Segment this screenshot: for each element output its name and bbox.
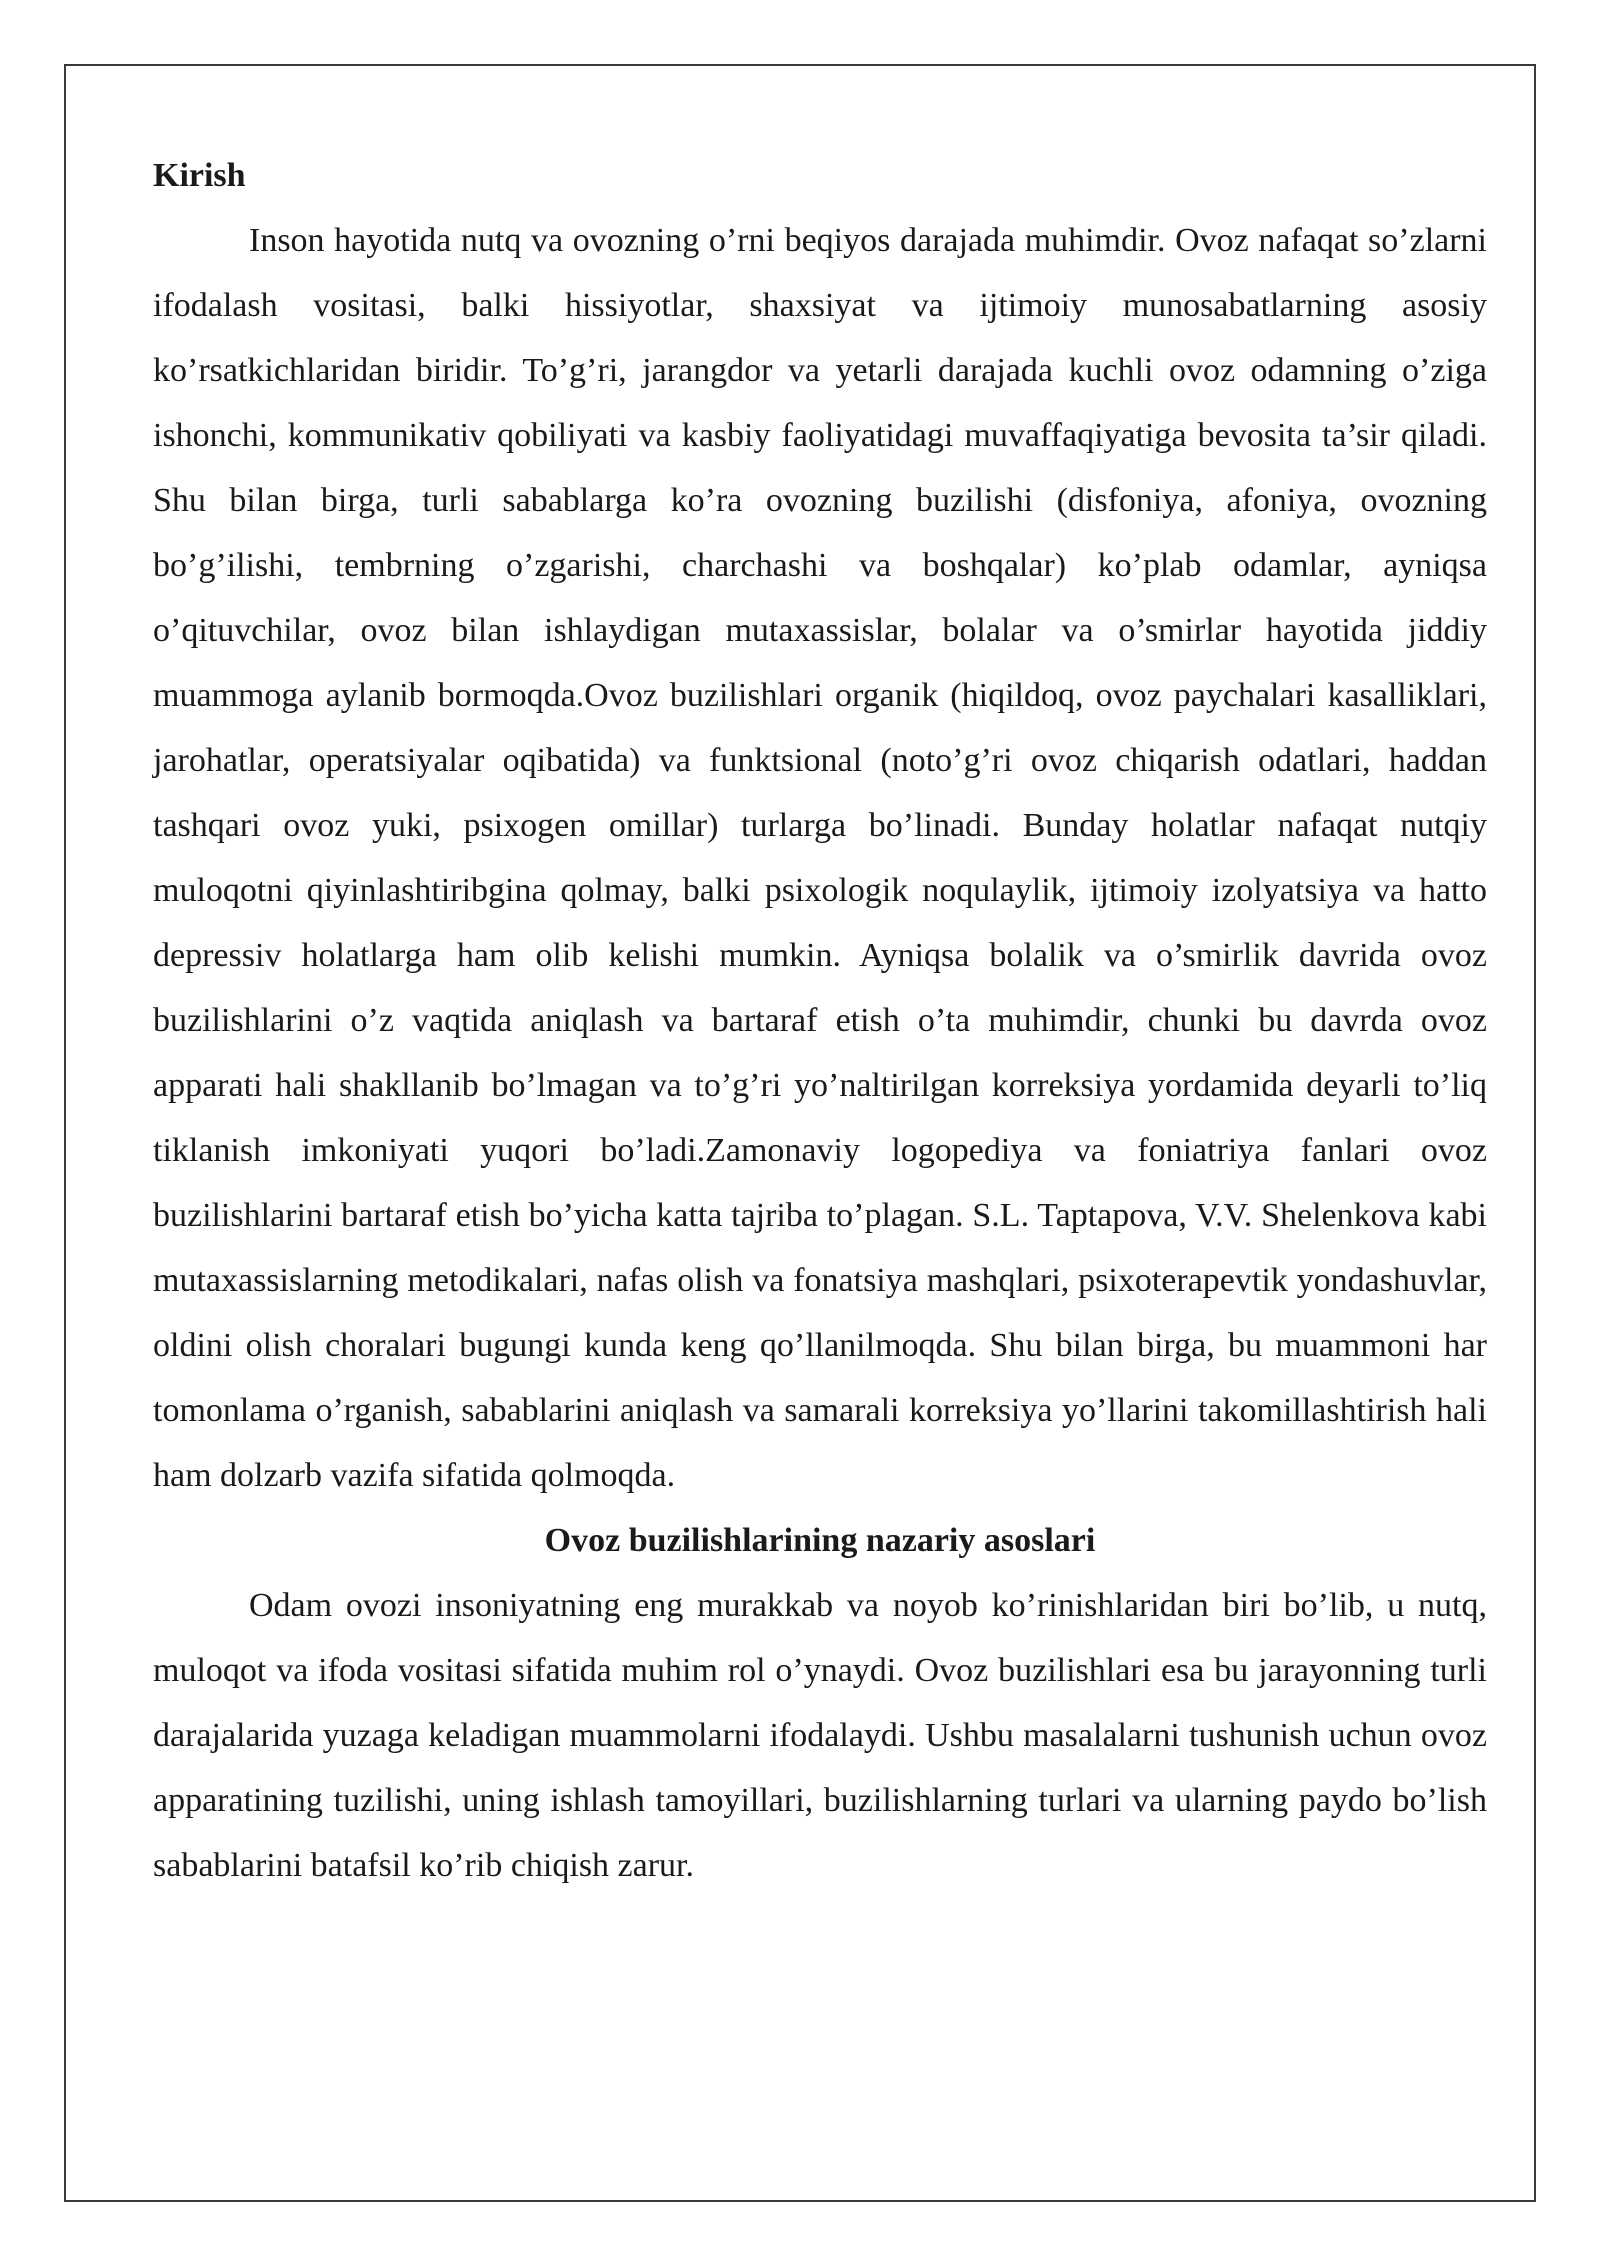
paragraph-theory: Odam ovozi insoniyatning eng murakkab va noyob ko’rinishlaridan biri bo’lib, u nutq, muloqot va ifoda vositasi sifatida muhim rol o’ynaydi. Ovoz buzilishlari esa bu jarayonning turli darajalarida yuzaga keladigan muammolarni ifodalaydi. Ushbu masalalarni tushunish uchun ovoz apparatining tuzilishi, uning ishlash tamoyillari, buzilishlarning turlari va ularning paydo bo’lish sabablarini batafsil ko’rib chiqish zarur. <box>153 1587 1487 1884</box>
section-heading-kirish: Kirish <box>153 157 246 194</box>
paragraph-introduction: Inson hayotida nutq va ovozning o’rni beqiyos darajada muhimdir. Ovoz nafaqat so’zlarni ifodalash vositasi, balki hissiyotlar, shaxsiyat va ijtimoiy munosabatlarning asosiy ko’rsatkichlaridan biridir. To’g’ri, jarangdor va yetarli darajada kuchli ovoz odamning o’ziga ishonchi, kommunikativ qobiliyati va kasbiy faoliyatidagi muvaffaqiyatiga bevosita ta’sir qiladi. Shu bilan birga, turli sabablarga ko’ra ovozning buzilishi (disfoniya, afoniya, ovozning bo’g’ilishi, tembrning o’zgarishi, charchashi va boshqalar) ko’plab odamlar, ayniqsa o’qituvchilar, ovoz bilan ishlaydigan mutaxassislar, bolalar va o’smirlar hayotida jiddiy muammoga aylanib bormoqda.Ovoz buzilishlari organik (hiqildoq, ovoz paychalari kasalliklari, jarohatlar, operatsiyalar oqibatida) va funktsional (noto’g’ri ovoz chiqarish odatlari, haddan tashqari ovoz yuki, psixogen omillar) turlarga bo’linadi. Bunday holatlar nafaqat nutqiy muloqotni qiyinlashtiribgina qolmay, balki psixologik noqulaylik, ijtimoiy izolyatsiya va hatto depressiv holatlarga ham olib kelishi mumkin. Ayniqsa bolalik va o’smirlik davrida ovoz buzilishlarini o’z vaqtida aniqlash va bartaraf etish o’ta muhimdir, chunki bu davrda ovoz apparati hali shakllanib bo’lmagan va to’g’ri yo’naltirilgan korreksiya yordamida deyarli to’liq tiklanish imkoniyati yuqori bo’ladi.Zamonaviy logopediya va foniatriya fanlari ovoz buzilishlarini bartaraf etish bo’yicha katta tajriba to’plagan. S.L. Taptapova, V.V. Shelenkova kabi mutaxassislarning metodikalari, nafas olish va fonatsiya mashqlari, psixoterapevtik yondashuvlar, oldini olish choralari bugungi kunda keng qo’llanilmoqda. Shu bilan birga, bu muammoni har tomonlama o’rganish, sabablarini aniqlash va samarali korreksiya yo’llarini takomillashtirish hali ham dolzarb vazifa sifatida qolmoqda. <box>153 222 1487 1494</box>
section-heading-theory: Ovoz buzilishlarining nazariy asoslari <box>544 1522 1096 1559</box>
document-body <box>153 143 1487 1898</box>
